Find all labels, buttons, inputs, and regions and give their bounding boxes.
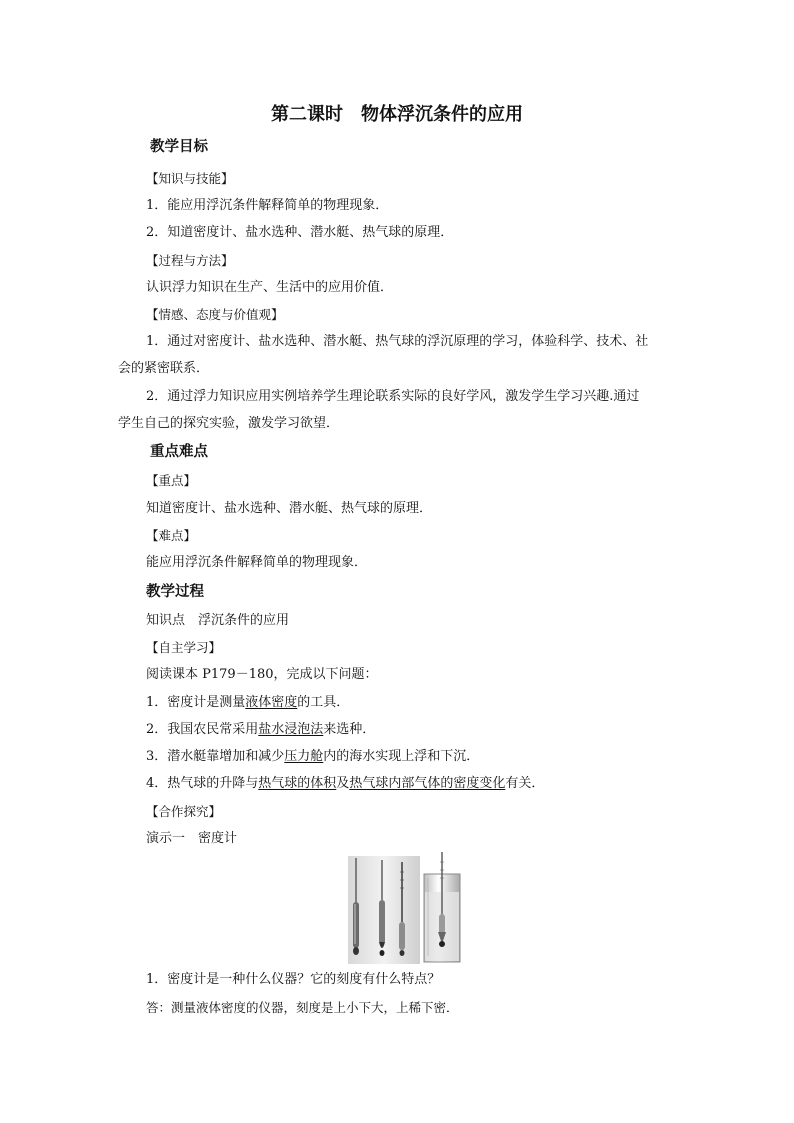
knowledge-label: 【知识与技能】 [146,171,234,186]
page-title: 第二课时 物体浮沉条件的应用 [271,104,523,125]
emotion-label: 【情感、态度与价值观】 [146,307,284,322]
answer-blank-3: 压力舱 [284,749,324,764]
demo-label: 演示一 密度计 [146,831,238,846]
emotion-item-1-line-2: 会的紧密联系． [118,361,210,376]
objectives-heading: 教学目标 [150,139,208,155]
hydrometer-image [348,852,468,964]
cooperation-label: 【合作探究】 [146,804,222,819]
difficulty-label: 【难点】 [146,528,197,543]
question-item-4: 4．热气球的升降与热气球的体积及热气球内部气体的密度变化有关． [146,776,545,791]
emotion-item-2-line-1: 2．通过浮力知识应用实例培养学生理论联系实际的良好学风，激发学生学习兴趣.通过 [146,389,640,404]
answer-blank-1: 液体密度 [245,695,298,710]
self-study-label: 【自主学习】 [146,640,222,655]
knowledge-item-2: 2．知道密度计、盐水选种、潜水艇、热气球的原理． [146,225,454,240]
emotion-item-2-line-2: 学生自己的探究实验，激发学习欲望． [118,416,340,431]
focus-text: 知道密度计、盐水选种、潜水艇、热气球的原理． [146,501,433,516]
reading-instruction: 阅读课本 P179－180，完成以下问题： [146,667,378,682]
process-method-label: 【过程与方法】 [146,253,234,268]
topic-title: 知识点 浮沉条件的应用 [146,613,290,628]
question-item-3: 3．潜水艇靠增加和减少压力舱内的海水实现上浮和下沉． [146,749,480,764]
focus-label: 【重点】 [146,473,197,488]
emotion-item-1-line-1: 1．通过对密度计、盐水选种、潜水艇、热气球的浮沉原理的学习，体验科学、技术、社 [146,334,649,349]
discussion-answer: 答：测量液体密度的仪器，刻度是上小下大，上稀下密． [146,1000,459,1015]
key-points-heading: 重点难点 [150,444,208,460]
question-item-2: 2．我国农民常采用盐水浸泡法来选种． [146,722,376,737]
process-method-item-1: 认识浮力知识在生产、生活中的应用价值． [146,280,394,295]
discussion-question: 1．密度计是一种什么仪器？它的刻度有什么特点？ [146,972,441,987]
question-item-1: 1．密度计是测量液体密度的工具． [146,695,350,710]
answer-blank-2: 盐水浸泡法 [258,722,324,737]
answer-blank-4b: 热气球内部气体的密度变化 [349,776,506,791]
difficulty-text: 能应用浮沉条件解释简单的物理现象． [146,555,368,570]
answer-blank-4a: 热气球的体积 [258,776,337,791]
knowledge-item-1: 1．能应用浮沉条件解释简单的物理现象． [146,198,389,213]
process-heading: 教学过程 [146,584,204,600]
